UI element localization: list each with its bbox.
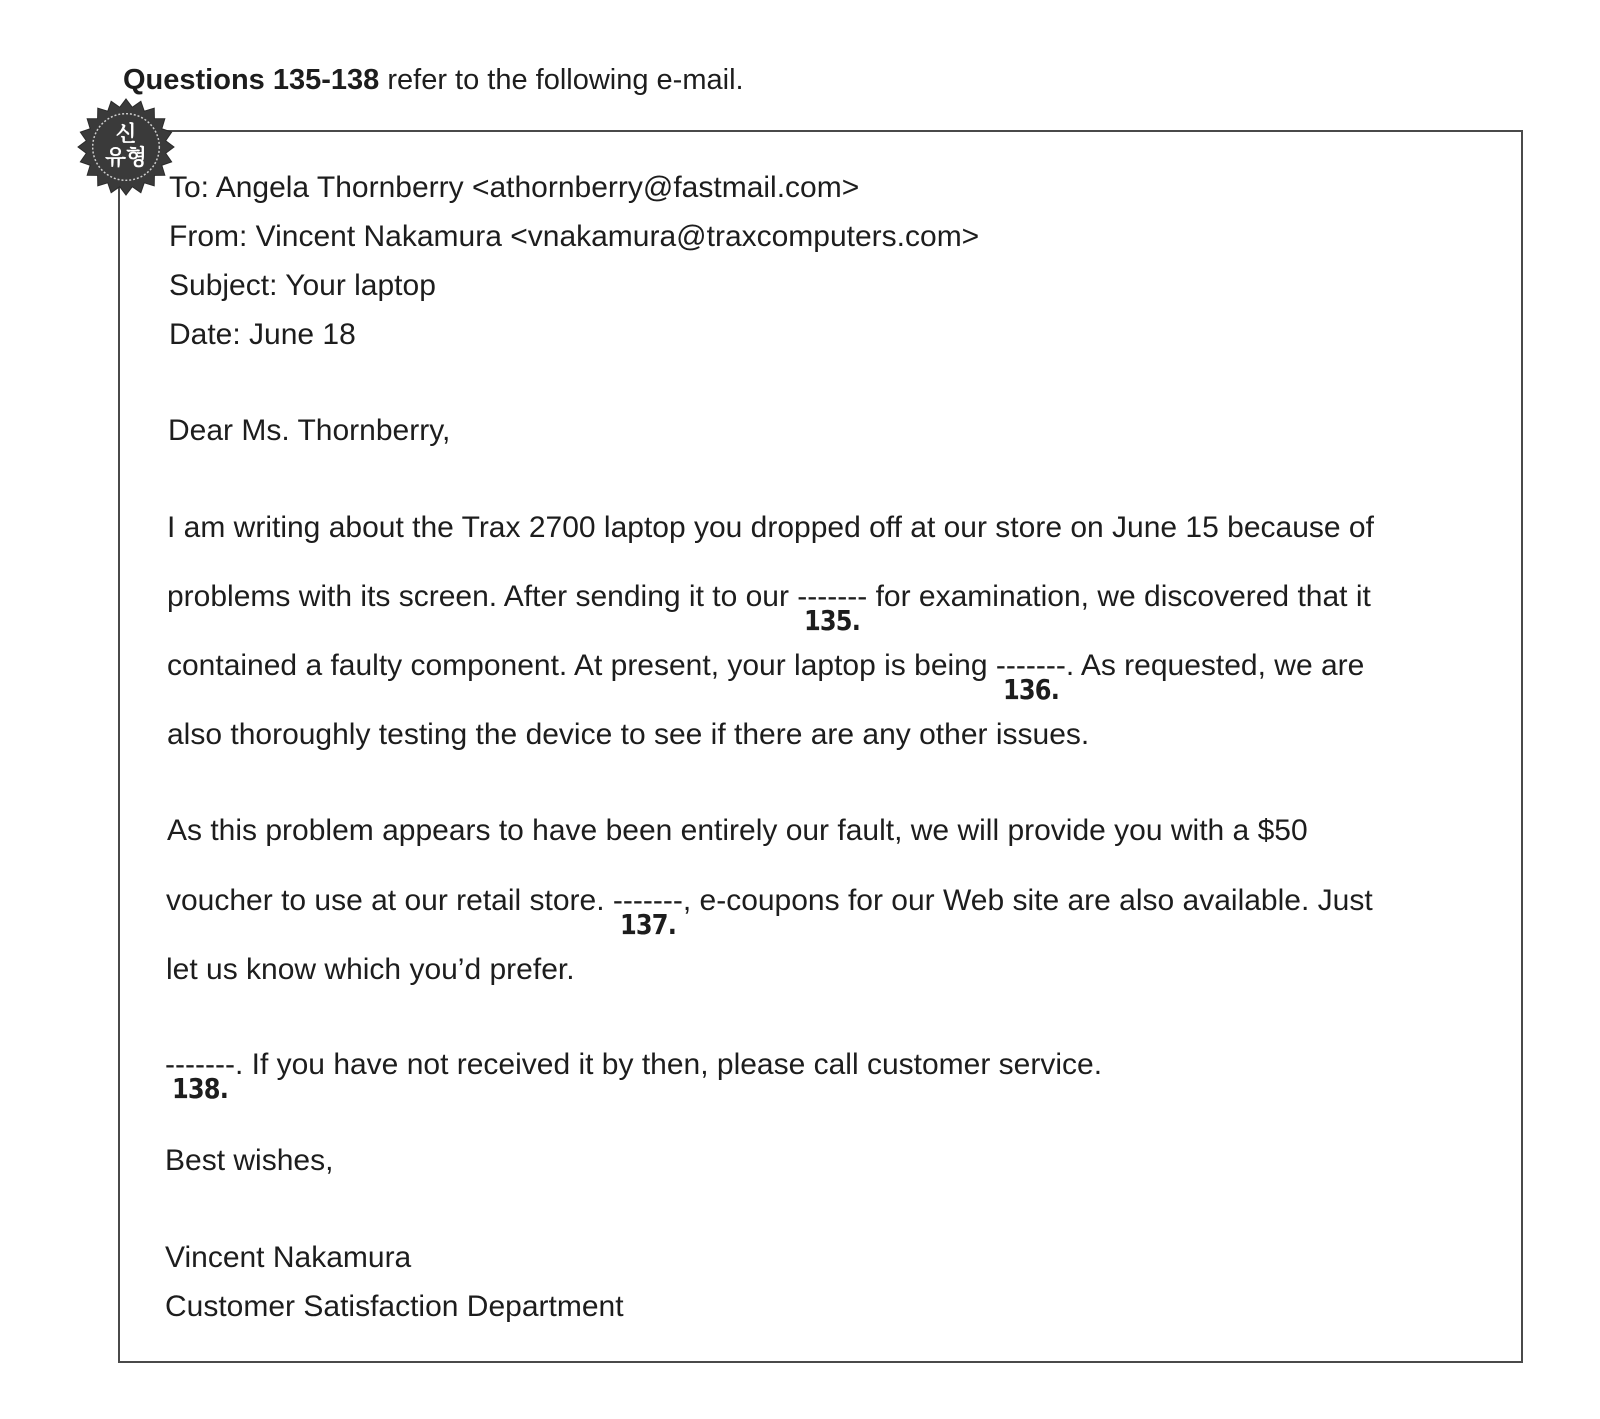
blank-136 [995, 648, 1066, 706]
p1-line3 [167, 648, 1365, 706]
blank-136-dashes: ------- [995, 649, 1066, 682]
p1-line2-end: for examination, we discovered that it [867, 580, 1371, 613]
p1-line4: also thoroughly testing the device to see if there are any other issues. [167, 718, 1090, 751]
p2-line3: let us know which you’d prefer. [166, 953, 575, 986]
blank-137 [612, 883, 683, 941]
blank-135 [797, 579, 868, 637]
badge-line1: 신 [115, 122, 137, 148]
email-from: From: Vincent Nakamura <vnakamura@traxcomputers.com> [169, 220, 980, 253]
badge-line2: 유형 [105, 145, 147, 171]
p2-line2 [166, 883, 1373, 941]
new-type-badge-icon [77, 98, 175, 196]
p2-line2-end: , e-coupons for our Web site are also available. Just [682, 884, 1373, 917]
question-number-135: 135. [804, 604, 861, 637]
question-number-138: 138. [171, 1072, 228, 1105]
question-number-136: 136. [1002, 673, 1059, 706]
question-number-137: 137. [619, 908, 676, 941]
blank-138-dashes: ------- [165, 1048, 235, 1081]
p1-line1: I am writing about the Trax 2700 laptop you dropped off at our store on June 15 because of [167, 511, 1374, 544]
p2-line2-start: voucher to use at our retail store. [166, 884, 613, 917]
p2-line1: As this problem appears to have been entirely our fault, we will provide you with a $50 [167, 814, 1308, 847]
p1-line2 [167, 579, 1371, 637]
p1-line2-start: problems with its screen. After sending it to our [167, 580, 798, 613]
email-to: To: Angela Thornberry <athornberry@fastmail.com> [169, 171, 860, 204]
signature-name: Vincent Nakamura [165, 1241, 412, 1274]
email-date: Date: June 18 [169, 318, 356, 351]
p3-text: . If you have not received it by then, please call customer service. [234, 1048, 1103, 1081]
email-closing: Best wishes, [165, 1144, 334, 1177]
blank-137-dashes: ------- [612, 884, 683, 917]
p1-line3-start: contained a faulty component. At present, your laptop is being [167, 649, 996, 682]
signature-department: Customer Satisfaction Department [165, 1290, 624, 1323]
p1-line3-end: . As requested, we are [1065, 649, 1365, 682]
intro-text [123, 62, 744, 98]
email-subject: Subject: Your laptop [169, 269, 436, 302]
p3-line1 [165, 1047, 1103, 1105]
email-salutation: Dear Ms. Thornberry, [168, 414, 451, 447]
intro-rest: refer to the following e-mail. [379, 64, 744, 96]
question-range: Questions 135-138 [123, 64, 380, 96]
starburst-icon [77, 98, 175, 196]
blank-138 [165, 1047, 235, 1105]
blank-135-dashes: ------- [797, 580, 868, 613]
